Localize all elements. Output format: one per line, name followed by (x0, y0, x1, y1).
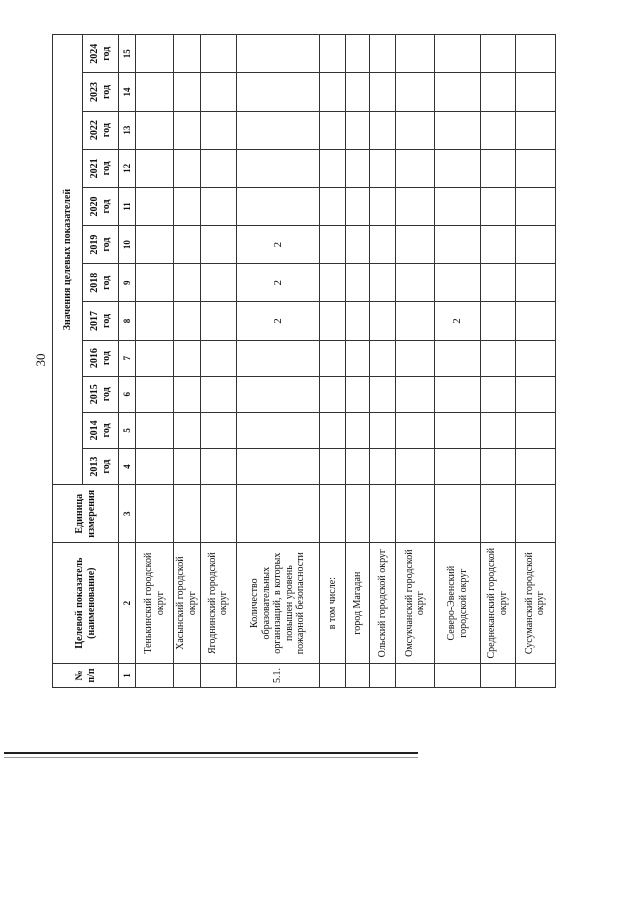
column-number: 5 (119, 412, 136, 448)
row-value (370, 376, 396, 412)
row-value (136, 73, 174, 111)
row-value (319, 340, 345, 376)
row-value (345, 187, 369, 225)
row-indicator-name: Северо-Эвенский городской округ (434, 543, 480, 664)
column-number: 2 (119, 543, 136, 664)
row-indicator-name: в том числе: (319, 543, 345, 664)
row-unit (481, 485, 515, 543)
row-value (200, 302, 236, 340)
row-indicator-name: Ольский городской округ (370, 543, 396, 664)
row-value (481, 412, 515, 448)
row-value (174, 376, 200, 412)
header-year: 2023 год (83, 73, 119, 111)
row-value (319, 412, 345, 448)
row-value (319, 302, 345, 340)
table-row (200, 35, 236, 688)
row-value (515, 111, 555, 149)
footer-divider (4, 752, 418, 754)
row-value (136, 340, 174, 376)
row-value (200, 187, 236, 225)
header-year: 2021 год (83, 149, 119, 187)
row-value (200, 340, 236, 376)
row-unit (319, 485, 345, 543)
column-numbers-row (119, 35, 136, 688)
column-number: 9 (119, 264, 136, 302)
row-value (236, 111, 319, 149)
row-value (174, 448, 200, 484)
row-value (236, 149, 319, 187)
table-row (434, 35, 480, 688)
row-value (396, 73, 434, 111)
row-indicator-name: город Магадан (345, 543, 369, 664)
header-year: 2016 год (83, 340, 119, 376)
row-value (396, 111, 434, 149)
row-value (434, 412, 480, 448)
header-year: 2022 год (83, 111, 119, 149)
row-number (319, 663, 345, 687)
row-value (174, 187, 200, 225)
table-row (136, 35, 174, 688)
row-value (481, 302, 515, 340)
header-year: 2014 год (83, 412, 119, 448)
header-year: 2018 год (83, 264, 119, 302)
rotated-table-frame (52, 34, 556, 688)
row-number (481, 663, 515, 687)
row-value (481, 264, 515, 302)
row-number (434, 663, 480, 687)
row-value (136, 448, 174, 484)
row-value (200, 73, 236, 111)
row-value (174, 302, 200, 340)
row-value (136, 111, 174, 149)
row-value (345, 149, 369, 187)
row-value (515, 448, 555, 484)
row-value (174, 149, 200, 187)
row-value (345, 340, 369, 376)
row-value (174, 226, 200, 264)
row-value (200, 149, 236, 187)
row-number (174, 663, 200, 687)
row-value (434, 448, 480, 484)
row-value (174, 73, 200, 111)
row-value (396, 376, 434, 412)
row-value (319, 149, 345, 187)
table-header (53, 35, 136, 688)
row-value (515, 264, 555, 302)
row-value (319, 111, 345, 149)
column-number: 14 (119, 73, 136, 111)
header-year: 2017 год (83, 302, 119, 340)
row-value (515, 73, 555, 111)
row-value (174, 412, 200, 448)
row-value (434, 35, 480, 73)
row-value (174, 111, 200, 149)
row-value (396, 187, 434, 225)
column-number: 13 (119, 111, 136, 149)
row-value (319, 448, 345, 484)
column-number: 8 (119, 302, 136, 340)
row-value (236, 448, 319, 484)
row-value (396, 35, 434, 73)
row-value (200, 412, 236, 448)
row-value (396, 412, 434, 448)
row-value: 2 (236, 264, 319, 302)
row-value (174, 35, 200, 73)
row-number (136, 663, 174, 687)
row-value (236, 340, 319, 376)
row-value (396, 149, 434, 187)
row-unit (515, 485, 555, 543)
table-row (396, 35, 434, 688)
row-unit (370, 485, 396, 543)
row-value (434, 340, 480, 376)
column-number: 6 (119, 376, 136, 412)
row-value (370, 35, 396, 73)
row-indicator-name: Тенькинский городской округ (136, 543, 174, 664)
row-value (136, 149, 174, 187)
row-value (434, 187, 480, 225)
row-number (370, 663, 396, 687)
row-value (200, 111, 236, 149)
column-number: 4 (119, 448, 136, 484)
row-indicator-name: Омсукчанский городской округ (396, 543, 434, 664)
row-value (370, 412, 396, 448)
row-value (515, 340, 555, 376)
row-value (345, 35, 369, 73)
row-value (200, 226, 236, 264)
header-no: № п/п (53, 663, 119, 687)
row-value (481, 376, 515, 412)
row-value (345, 264, 369, 302)
row-value (200, 35, 236, 73)
table-row (481, 35, 515, 688)
row-value (515, 187, 555, 225)
row-number (515, 663, 555, 687)
row-value (136, 264, 174, 302)
row-unit (136, 485, 174, 543)
column-number: 1 (119, 663, 136, 687)
row-value (434, 376, 480, 412)
header-year: 2020 год (83, 187, 119, 225)
header-indicator: Целевой показатель (наименование) (53, 543, 119, 664)
row-indicator-name: Сусуманский городской округ (515, 543, 555, 664)
row-value (434, 264, 480, 302)
row-value (515, 149, 555, 187)
header-unit: Единица измерения (53, 485, 119, 543)
row-value (515, 412, 555, 448)
row-value (370, 226, 396, 264)
column-number: 10 (119, 226, 136, 264)
row-value (370, 448, 396, 484)
row-value (481, 149, 515, 187)
row-value (515, 302, 555, 340)
row-value (515, 226, 555, 264)
row-value (434, 149, 480, 187)
row-value (236, 73, 319, 111)
row-value (174, 264, 200, 302)
column-number: 11 (119, 187, 136, 225)
header-year: 2015 год (83, 376, 119, 412)
row-value (200, 376, 236, 412)
table-row (370, 35, 396, 688)
row-unit (396, 485, 434, 543)
row-value (345, 226, 369, 264)
row-value (481, 111, 515, 149)
table-body (136, 35, 556, 688)
table-row (236, 35, 319, 688)
row-value (345, 412, 369, 448)
row-value (136, 302, 174, 340)
row-value (481, 187, 515, 225)
row-value (370, 149, 396, 187)
row-value (434, 111, 480, 149)
row-number: 5.1. (236, 663, 319, 687)
row-value (515, 376, 555, 412)
row-value (481, 35, 515, 73)
row-value (396, 264, 434, 302)
row-indicator-name: Среднеканский городской округ (481, 543, 515, 664)
row-value (396, 226, 434, 264)
row-value (434, 226, 480, 264)
row-value (370, 340, 396, 376)
row-number (345, 663, 369, 687)
row-value (396, 302, 434, 340)
row-unit (236, 485, 319, 543)
row-value (136, 376, 174, 412)
header-year: 2019 год (83, 226, 119, 264)
row-value (319, 73, 345, 111)
row-value (396, 340, 434, 376)
row-value (319, 226, 345, 264)
row-number (200, 663, 236, 687)
row-value (174, 340, 200, 376)
column-number: 15 (119, 35, 136, 73)
row-value (481, 73, 515, 111)
row-value (136, 187, 174, 225)
row-value (236, 187, 319, 225)
row-value: 2 (236, 302, 319, 340)
column-number: 12 (119, 149, 136, 187)
row-value (370, 73, 396, 111)
column-number: 3 (119, 485, 136, 543)
footer-divider-thin (4, 757, 418, 758)
row-value (200, 448, 236, 484)
row-value (319, 187, 345, 225)
row-value (136, 412, 174, 448)
row-value (345, 302, 369, 340)
header-year: 2024 год (83, 35, 119, 73)
row-value (236, 412, 319, 448)
row-indicator-name: Ягоднинский городской округ (200, 543, 236, 664)
row-value (345, 111, 369, 149)
row-value (370, 302, 396, 340)
table-row (174, 35, 200, 688)
row-indicator-name: Количество образовательных организаций, в которых повышен уровень пожарной безопасности (236, 543, 319, 664)
row-value (236, 376, 319, 412)
row-value (370, 187, 396, 225)
column-number: 7 (119, 340, 136, 376)
row-value (236, 35, 319, 73)
row-value (481, 226, 515, 264)
row-value (370, 111, 396, 149)
row-value (136, 226, 174, 264)
table-row (515, 35, 555, 688)
row-value (319, 264, 345, 302)
row-value (136, 35, 174, 73)
header-values-group: Значения целевых показателей (53, 35, 83, 485)
header-year: 2013 год (83, 448, 119, 484)
row-value (345, 376, 369, 412)
row-value (200, 264, 236, 302)
target-indicators-table (52, 34, 556, 688)
row-unit (174, 485, 200, 543)
row-value (370, 264, 396, 302)
row-value (481, 448, 515, 484)
row-value (481, 340, 515, 376)
row-indicator-name: Хасынский городской округ (174, 543, 200, 664)
row-value (319, 376, 345, 412)
table-container (52, 34, 556, 688)
row-value (345, 448, 369, 484)
row-number (396, 663, 434, 687)
row-unit (200, 485, 236, 543)
row-value (345, 73, 369, 111)
row-value (319, 35, 345, 73)
row-value (434, 73, 480, 111)
row-unit (345, 485, 369, 543)
row-unit (434, 485, 480, 543)
row-value: 2 (434, 302, 480, 340)
table-row (319, 35, 345, 688)
table-row (345, 35, 369, 688)
row-value (515, 35, 555, 73)
page-number: 30 (33, 353, 48, 367)
row-value: 2 (236, 226, 319, 264)
row-value (396, 448, 434, 484)
